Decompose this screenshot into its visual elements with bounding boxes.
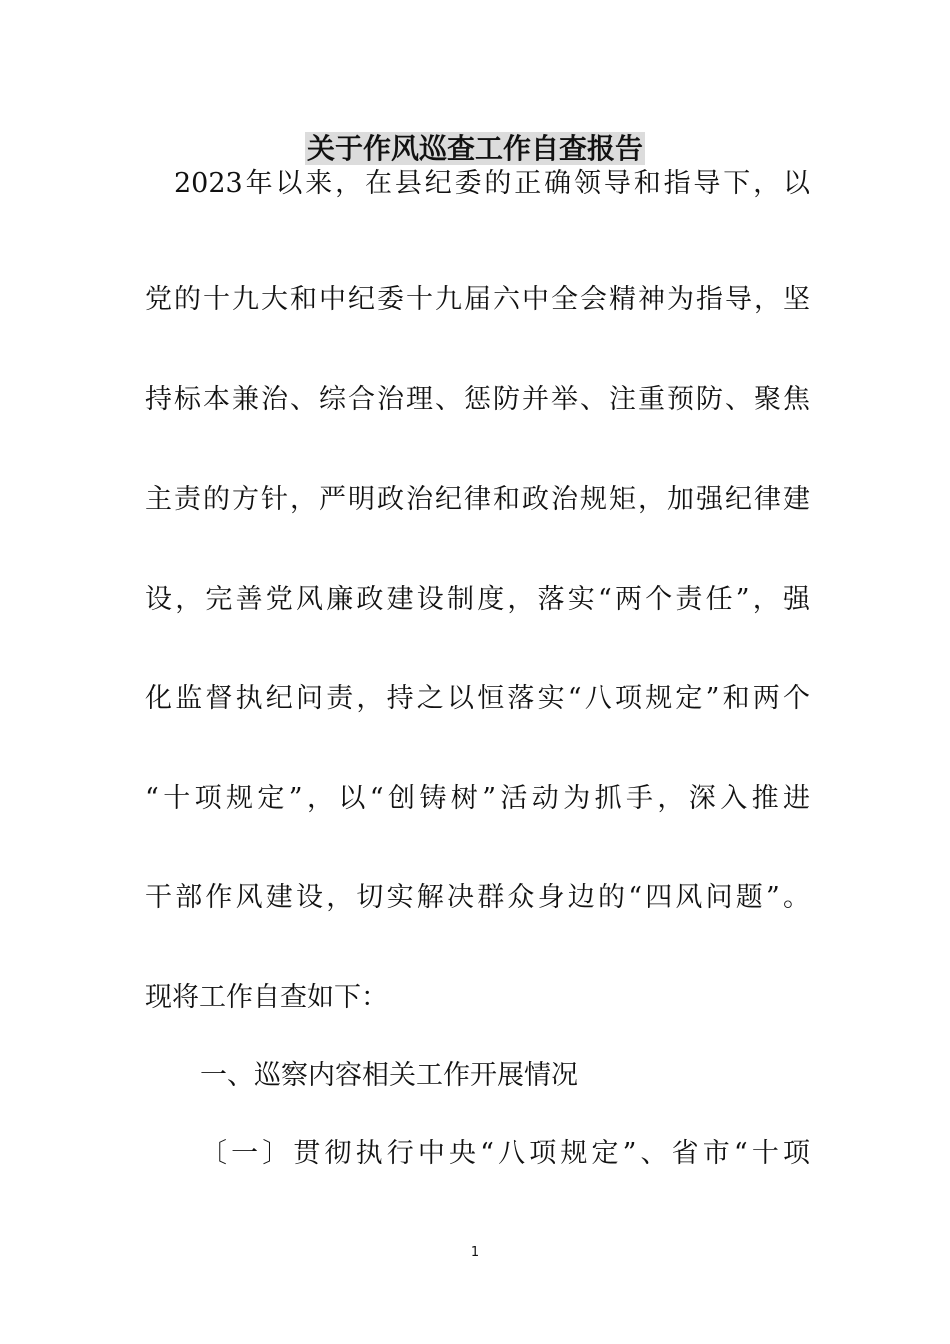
body-line-4: 主责的方针，严明政治纪律和政治规矩，加强纪律建	[145, 484, 810, 515]
subsection-heading: 〔一〕贯彻执行中央“八项规定”、省市“十项	[200, 1138, 810, 1169]
body-line-5: 设，完善党风廉政建设制度，落实“两个责任”，强	[145, 584, 810, 615]
body-line-9: 现将工作自查如下：	[145, 982, 388, 1013]
body-line-7: “十项规定”，以“创铸树”活动为抓手，深入推进	[145, 783, 810, 814]
section-heading: 一、巡察内容相关工作开展情况	[200, 1060, 578, 1091]
document-title-text: 关于作风巡查工作自查报告	[306, 132, 643, 165]
body-line-6: 化监督执纪问责，持之以恒落实“八项规定”和两个	[145, 683, 810, 714]
page-number: 1	[470, 1245, 480, 1260]
body-line-2: 党的十九大和中纪委十九届六中全会精神为指导，坚	[145, 284, 810, 315]
body-line-1: 2023年以来，在县纪委的正确领导和指导下，以	[174, 168, 810, 199]
body-line-8: 干部作风建设，切实解决群众身边的“四风问题”。	[145, 882, 810, 913]
body-line-3: 持标本兼治、综合治理、惩防并举、注重预防、聚焦	[145, 384, 810, 415]
